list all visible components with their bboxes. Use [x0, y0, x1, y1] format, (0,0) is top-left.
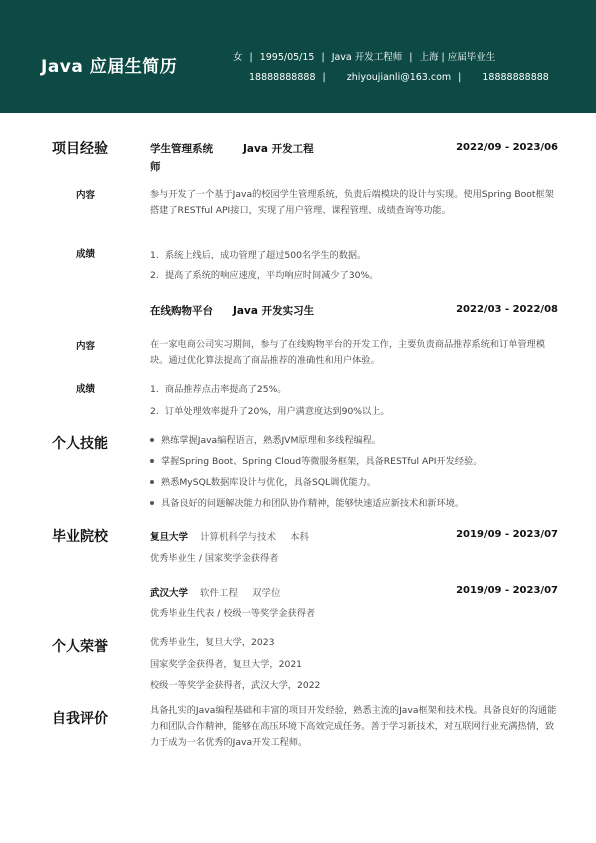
project-title [150, 303, 314, 318]
honor-item: 国家奖学金获得者，复旦大学，2021 [150, 659, 303, 670]
content-label: 内容 [76, 190, 96, 201]
project-role: Java 开发工程 [243, 143, 314, 155]
gender: 女 [233, 52, 243, 63]
degree: 本科 [290, 532, 310, 543]
resume-title: Java 应届生简历 [41, 57, 178, 77]
major: 计算机科学与技术 [200, 532, 277, 543]
project-name: 学生管理系统 [150, 143, 213, 155]
contact-info-line: 18888888888 | zhiyoujianli@163.com | 18888888888 [249, 72, 549, 83]
basic-info-line: 女 | 1995/05/15 | Java 开发工程师 | 上海 | 应届毕业生 [233, 52, 496, 63]
project-content: 在一家电商公司实习期间，参与了在线购物平台的开发工作，主要负责商品推荐系统和订单管理模块。通过优化算法提高了商品推荐的准确性和用户体验。 [150, 339, 546, 366]
project-content: 参与开发了一个基于Java的校园学生管理系统，负责后端模块的设计与实现。使用Spring Boot框架搭建了RESTful API接口，实现了用户管理、课程管理、成绩查询等功能。 [150, 189, 554, 216]
degree: 双学位 [252, 588, 281, 599]
section-title-honors: 个人荣誉 [52, 639, 108, 655]
education-date: 2019/09 - 2023/07 [456, 585, 558, 596]
content-label: 内容 [76, 341, 96, 352]
target-position: Java 开发工程师 [331, 52, 403, 63]
honor-item: 校级一等奖学金获得者，武汉大学，2022 [150, 680, 321, 691]
result-label: 成绩 [76, 384, 96, 395]
education-note: 优秀毕业生 / 国家奖学金获得者 [150, 553, 279, 564]
project-date: 2022/03 - 2022/08 [456, 304, 558, 315]
education-note: 优秀毕业生代表 / 校级一等奖学金获得者 [150, 608, 316, 619]
school-name: 武汉大学 [150, 588, 189, 599]
honor-item: 优秀毕业生，复旦大学，2023 [150, 637, 275, 648]
education-date: 2019/09 - 2023/07 [456, 529, 558, 540]
section-title-skills: 个人技能 [52, 436, 108, 452]
project-role-wrap: 师 [150, 161, 161, 173]
project-role: Java 开发实习生 [233, 305, 315, 317]
skill-item: 掌握Spring Boot、Spring Cloud等微服务框架，具备RESTful API开发经验。 [150, 453, 482, 467]
header-banner [0, 0, 596, 113]
phone: 18888888888 [249, 72, 316, 83]
project-title [150, 141, 314, 156]
section-title-projects: 项目经验 [52, 141, 108, 157]
project-date: 2022/09 - 2023/06 [456, 142, 558, 153]
email: zhiyoujianli@163.com [346, 72, 452, 83]
skill-item: 熟练掌握Java编程语言，熟悉JVM原理和多线程编程。 [150, 432, 381, 446]
self-evaluation-text: 具备扎实的Java编程基础和丰富的项目开发经验，熟悉主流的Java框架和技术栈。具备良好的沟通能力和团队合作精神，能够在高压环境下高效完成任务。善于学习新技术，对互联网行业充满热情，致力于成为一名优秀的Java开发工程师。 [150, 705, 557, 748]
school-entry [150, 529, 309, 543]
major: 软件工程 [200, 588, 239, 599]
result-item: 2. 订单处理效率提升了20%，用户满意度达到90%以上。 [150, 406, 390, 417]
result-item: 2. 提高了系统的响应速度，平均响应时间减少了30%。 [150, 270, 379, 281]
result-label: 成绩 [76, 249, 96, 260]
birth-date: 1995/05/15 [259, 52, 315, 63]
school-entry [150, 585, 281, 599]
result-item: 1. 商品推荐点击率提高了25%。 [150, 384, 287, 395]
school-name: 复旦大学 [150, 532, 189, 543]
location-status: 上海 | 应届毕业生 [419, 52, 496, 63]
result-item: 1. 系统上线后，成功管理了超过500名学生的数据。 [150, 250, 367, 261]
section-title-education: 毕业院校 [52, 529, 108, 545]
skill-item: 熟悉MySQL数据库设计与优化，具备SQL调优能力。 [150, 474, 376, 488]
phone-secondary: 18888888888 [482, 72, 549, 83]
project-name: 在线购物平台 [150, 305, 213, 317]
skill-item: 具备良好的问题解决能力和团队协作精神，能够快速适应新技术和新环境。 [150, 495, 464, 509]
section-title-evaluation: 自我评价 [52, 711, 108, 727]
